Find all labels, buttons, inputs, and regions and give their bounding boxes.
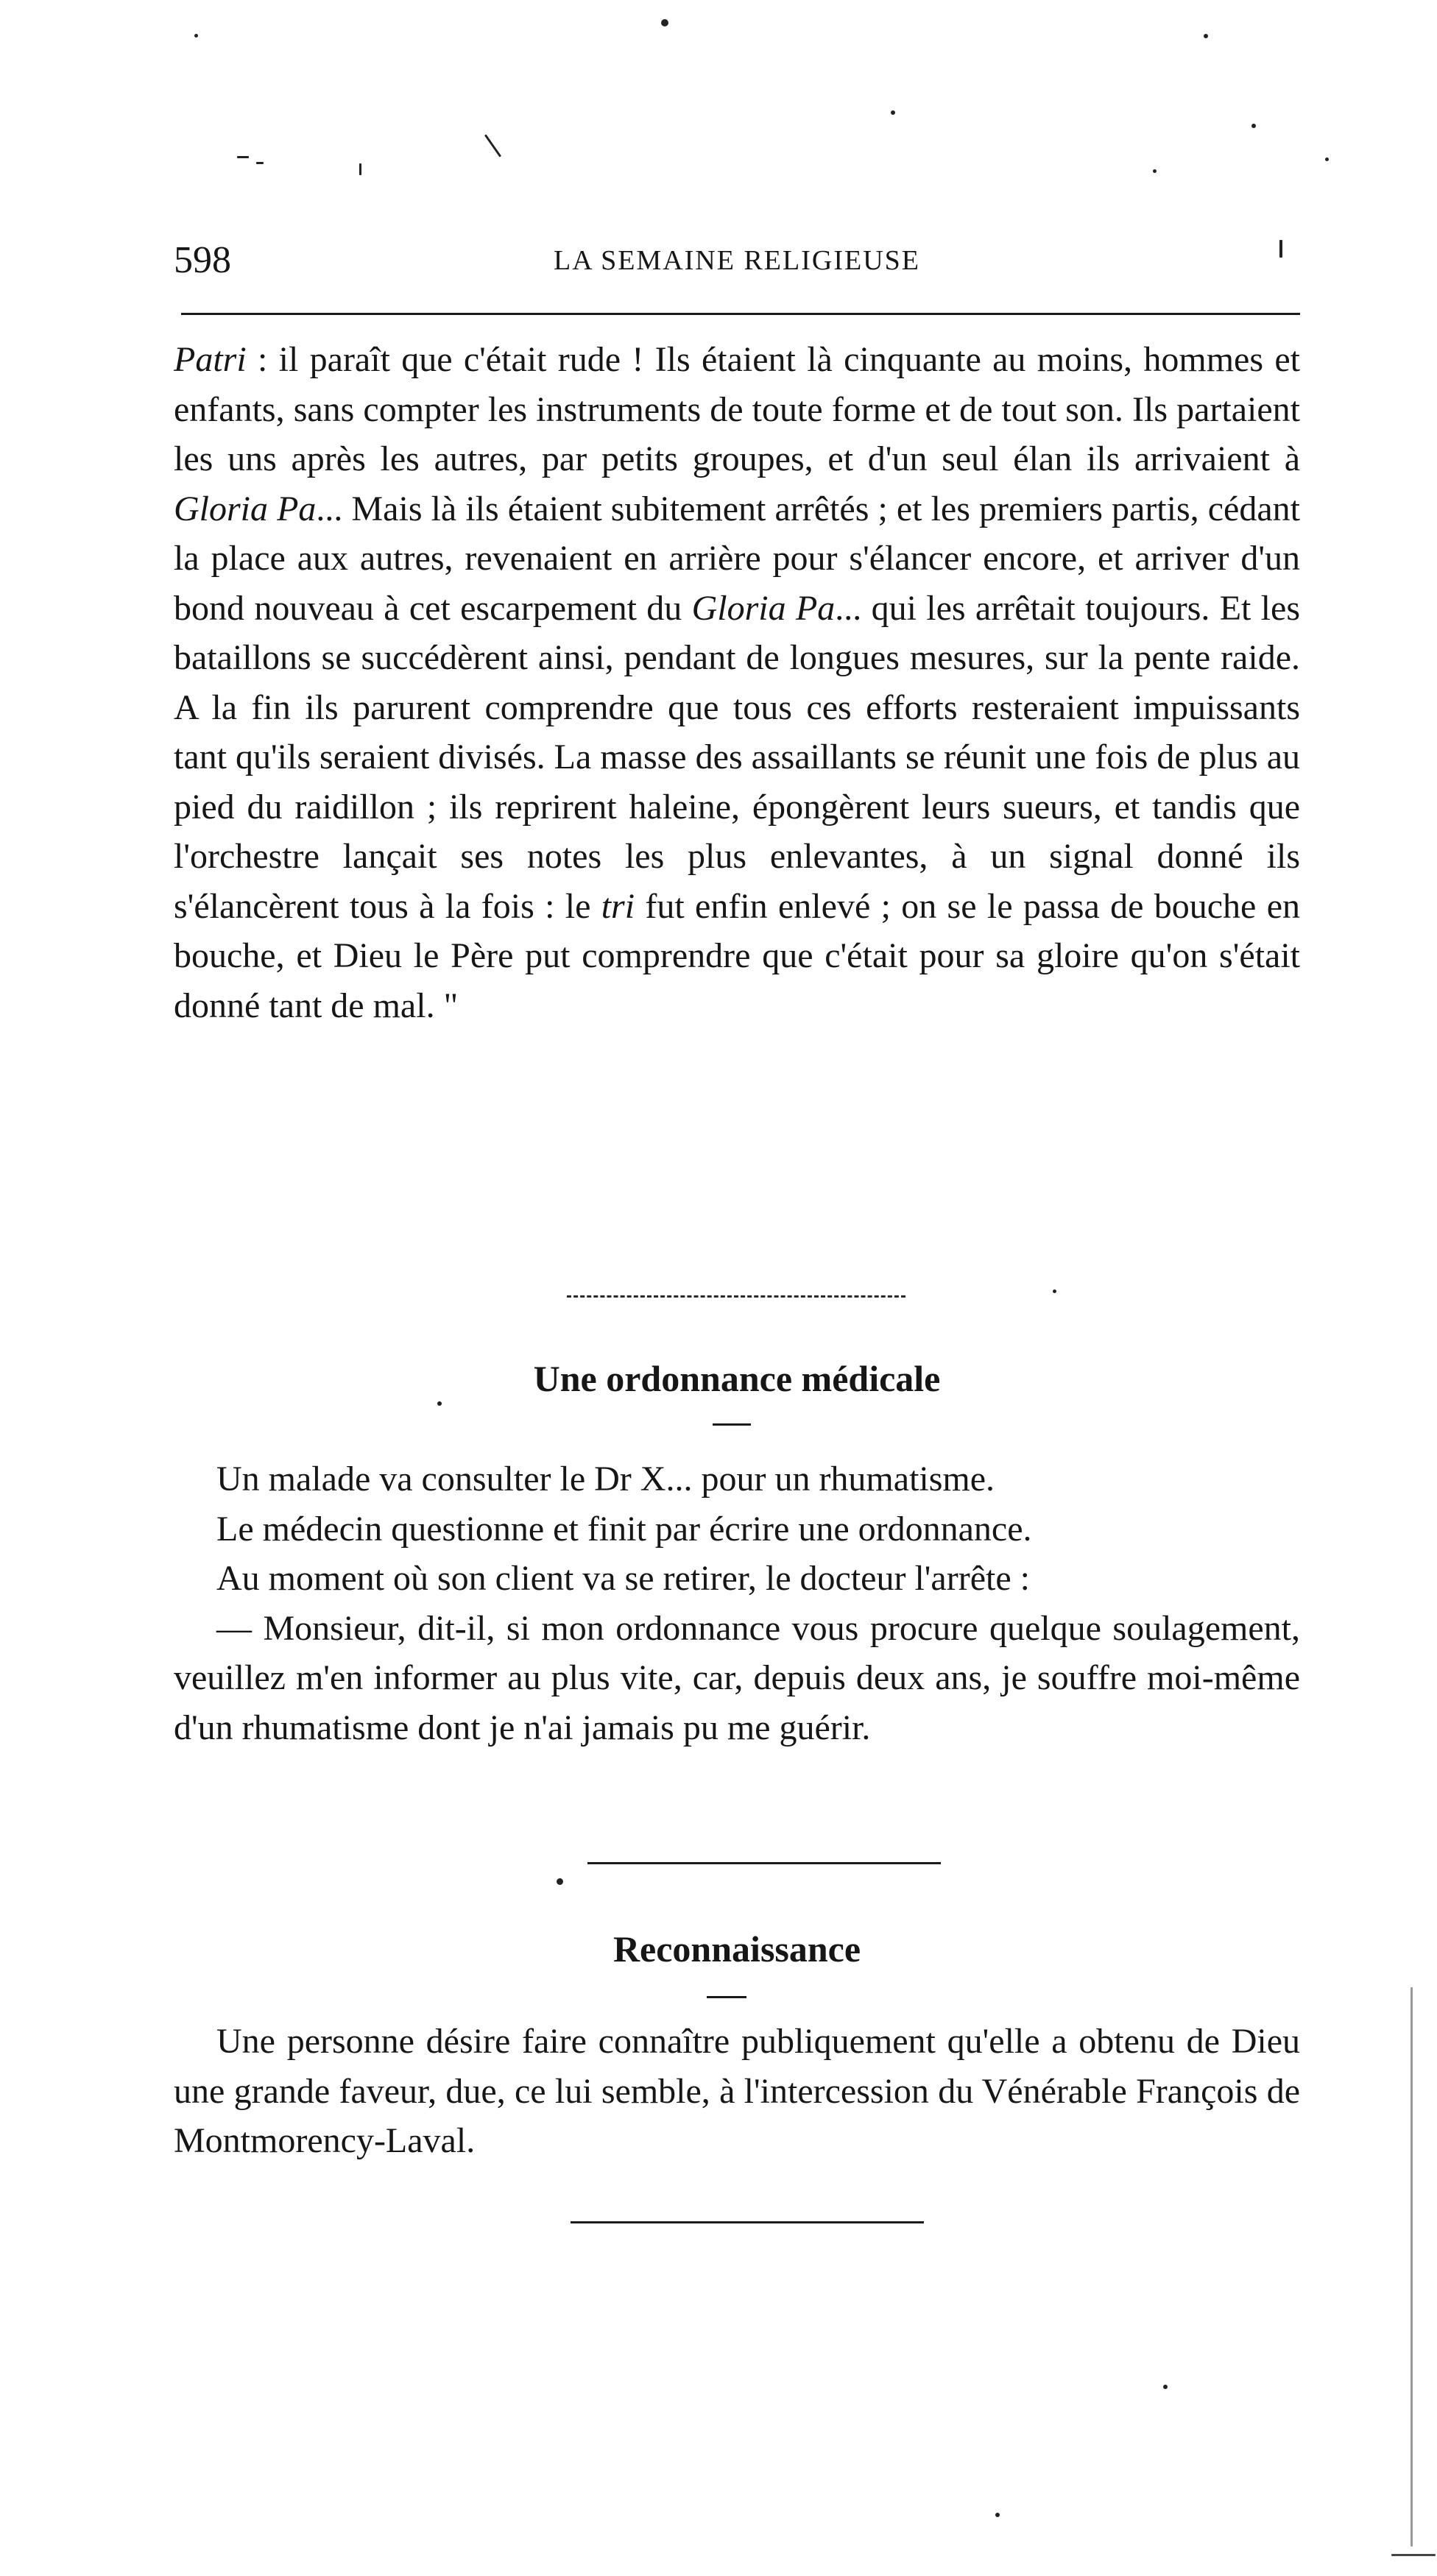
scan-speck (1153, 169, 1157, 173)
scan-speck (661, 19, 668, 26)
section-separator (571, 2221, 924, 2223)
section-body (174, 1454, 1300, 1752)
header-rule (181, 313, 1300, 315)
scan-speck (1204, 34, 1208, 38)
scan-speck (995, 2513, 1000, 2517)
scan-speck (1163, 2385, 1168, 2389)
text-run: ... Mais là ils étaient subitement arrêtés ; et les premiers partis, cédant la place aux autres, revenaient en arrière pour s'élancer encore, et arriver d'un bond nouveau à cet escarpement du (174, 489, 1300, 628)
scan-speck (1053, 1289, 1056, 1293)
title-dash (707, 1996, 746, 1998)
section-title: Une ordonnance médicale (533, 1358, 941, 1399)
journal-title: LA SEMAINE RELIGIEUSE (554, 245, 920, 276)
article-paragraph (174, 335, 1300, 1030)
page-number: 598 (174, 239, 231, 281)
text-run: ... qui les arrêtait toujours. Et les bataillons se succédèrent ainsi, pendant de longues mesures, sur la pente raide. A la fin ils parurent comprendre que tous ces efforts resteraient impuissants tant qu'ils seraient divisés. La masse des assaillants se réunit une fois de plus au pied du raidillon ; ils reprirent haleine, épongèrent leurs sueurs, et tandis que l'orchestre lançait ses notes les plus enlevantes, à un signal donné ils s'élancèrent tous à la fois : le (174, 588, 1301, 926)
section-separator (587, 1862, 941, 1864)
section-body (174, 2017, 1300, 2166)
scan-speck (557, 1878, 563, 1885)
italic-phrase: Gloria Pa (174, 489, 317, 528)
scan-speck (1325, 158, 1329, 161)
scan-speck (359, 163, 361, 175)
running-head (174, 234, 1300, 293)
scan-speck (1251, 124, 1256, 128)
paragraph: Au moment où son client va se retirer, le docteur l'arrête : (216, 1559, 1030, 1598)
scan-speck (484, 134, 501, 157)
section-title: Reconnaissance (612, 1928, 861, 1970)
italic-phrase: Gloria Pa (691, 588, 836, 628)
text-run: : il paraît que c'était rude ! Ils étaient là cinquante au moins, hommes et enfants, sans compter les instruments de toute forme et de tout son. Ils partaient les uns après les autres, par petits groupes, et d'un seul élan ils arrivaient à (174, 340, 1300, 478)
paragraph: — Monsieur, dit-il, si mon ordonnance vous procure quelque soulagement, veuillez m'en informer au plus vite, car, depuis deux ans, je souffre moi-même d'un rhumatisme dont je n'ai jamais pu me guérir. (174, 1608, 1300, 1747)
paragraph: Un malade va consulter le Dr X... pour un rhumatisme. (216, 1459, 995, 1498)
scan-speck (1391, 2554, 1436, 2556)
scan-speck (437, 1401, 442, 1406)
title-dash (713, 1423, 751, 1426)
article-continuation (174, 335, 1300, 1030)
scan-speck (256, 162, 264, 164)
text-run: fut enfin enlevé ; on se le passa de bouche en bouche, et Dieu le Père put comprendre que c'était pour sa gloire qu'on s'était donné tant de mal. " (174, 886, 1300, 1025)
italic-word: tri (601, 886, 635, 926)
scan-speck (1410, 1987, 1413, 2547)
paragraph: Le médecin questionne et finit par écrire une ordonnance. (216, 1509, 1032, 1549)
italic-word: Patri (174, 340, 247, 379)
scan-speck (237, 156, 249, 158)
scan-speck (194, 34, 198, 38)
scan-speck (891, 110, 895, 115)
paragraph: Une personne désire faire connaître publiquement qu'elle a obtenu de Dieu une grande faveur, due, ce lui semble, à l'intercession du Vénérable François de Montmorency-Laval. (174, 2022, 1300, 2160)
section-separator (567, 1295, 905, 1298)
